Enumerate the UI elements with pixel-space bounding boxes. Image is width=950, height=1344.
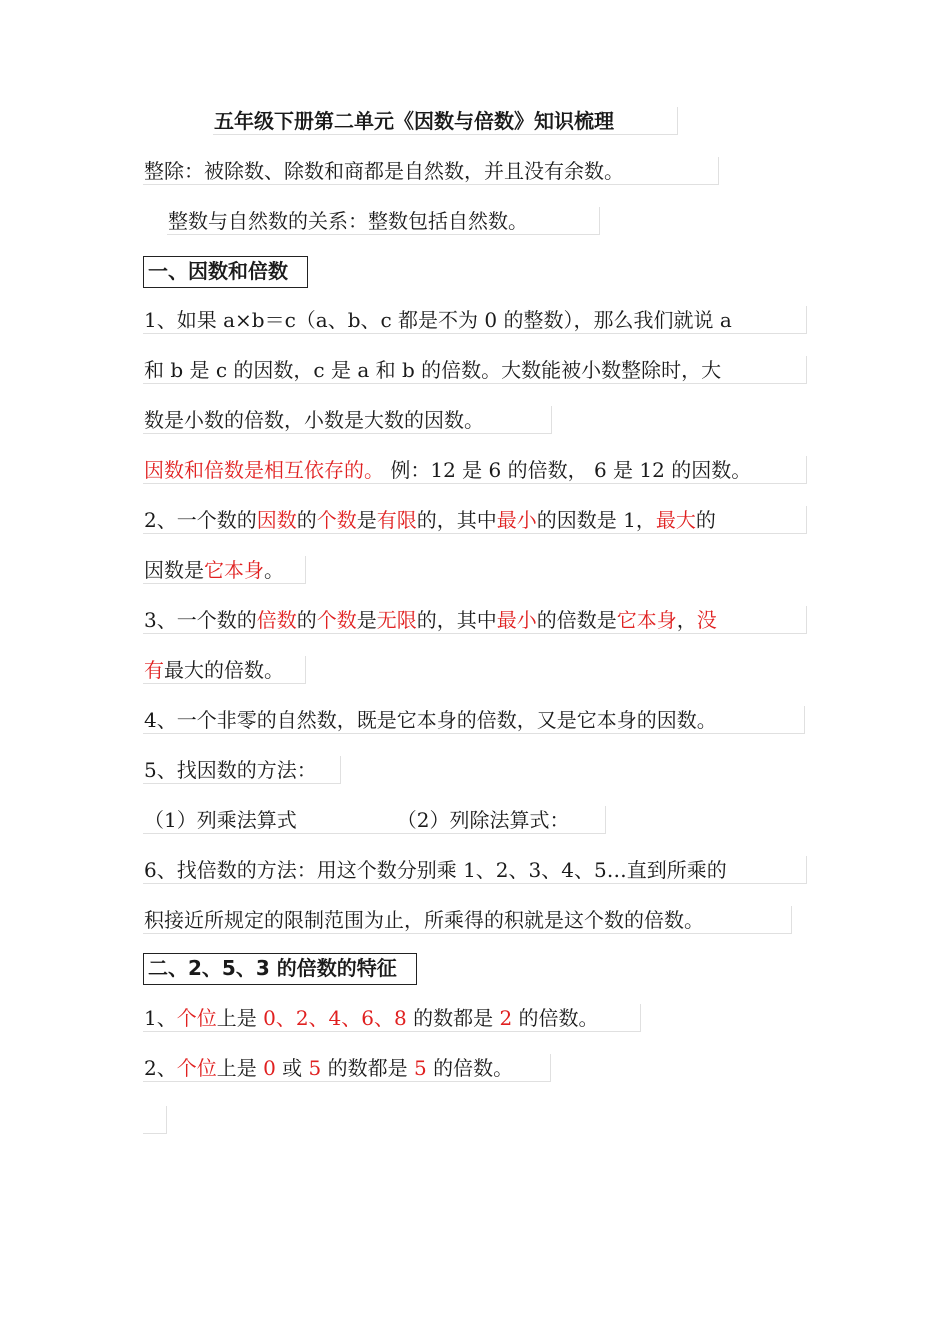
- section-heading-multiples-features: 二、2、5、3 的倍数的特征: [143, 953, 417, 985]
- rule-multiple-of-5: 2、个位上是 0 或 5 的数都是 5 的倍数。: [143, 1054, 551, 1082]
- section-heading-factors-multiples: 一、因数和倍数: [143, 256, 308, 288]
- paragraph-3-line-2: 有最大的倍数。: [143, 656, 306, 684]
- page-title: 五年级下册第二单元《因数与倍数》知识梳理: [213, 107, 678, 135]
- paragraph-6-line-1: 6、找倍数的方法：用这个数分别乘 1、2、3、4、5…直到所乘的: [143, 856, 807, 884]
- paragraph-2-line-1: 2、一个数的因数的个数是有限的，其中最小的因数是 1，最大的: [143, 506, 807, 534]
- intro-divisible: 整除：被除数、除数和商都是自然数，并且没有余数。: [143, 157, 719, 185]
- paragraph-1-line-1: 1、如果 a×b＝c（a、b、c 都是不为 0 的整数），那么我们就说 a: [143, 306, 807, 334]
- mutual-dependence-example: 例：12 是 6 的倍数， 6 是 12 的因数。: [384, 458, 752, 482]
- mutual-dependence-line: [143, 456, 807, 484]
- mutual-dependence-note: 因数和倍数是相互依存的。: [144, 458, 384, 482]
- paragraph-6-line-2: 积接近所规定的限制范围为止，所乘得的积就是这个数的倍数。: [143, 906, 792, 934]
- empty-text-line: [143, 1106, 167, 1134]
- rule-multiple-of-2: 1、个位上是 0、2、4、6、8 的数都是 2 的倍数。: [143, 1004, 641, 1032]
- method-division: （2）列除法算式：: [396, 808, 570, 832]
- paragraph-1-line-3: 数是小数的倍数，小数是大数的因数。: [143, 406, 552, 434]
- paragraph-1-line-2: 和 b 是 c 的因数，c 是 a 和 b 的倍数。大数能被小数整除时，大: [143, 356, 807, 384]
- method-multiplication: （1）列乘法算式: [144, 808, 297, 832]
- paragraph-4: 4、一个非零的自然数，既是它本身的倍数，又是它本身的因数。: [143, 706, 805, 734]
- paragraph-5: 5、找因数的方法：: [143, 756, 341, 784]
- intro-relation: 整数与自然数的关系：整数包括自然数。: [167, 207, 600, 235]
- paragraph-3-line-1: 3、一个数的倍数的个数是无限的，其中最小的倍数是它本身，没: [143, 606, 807, 634]
- paragraph-2-line-2: 因数是它本身。: [143, 556, 306, 584]
- paragraph-5-methods: [143, 806, 606, 834]
